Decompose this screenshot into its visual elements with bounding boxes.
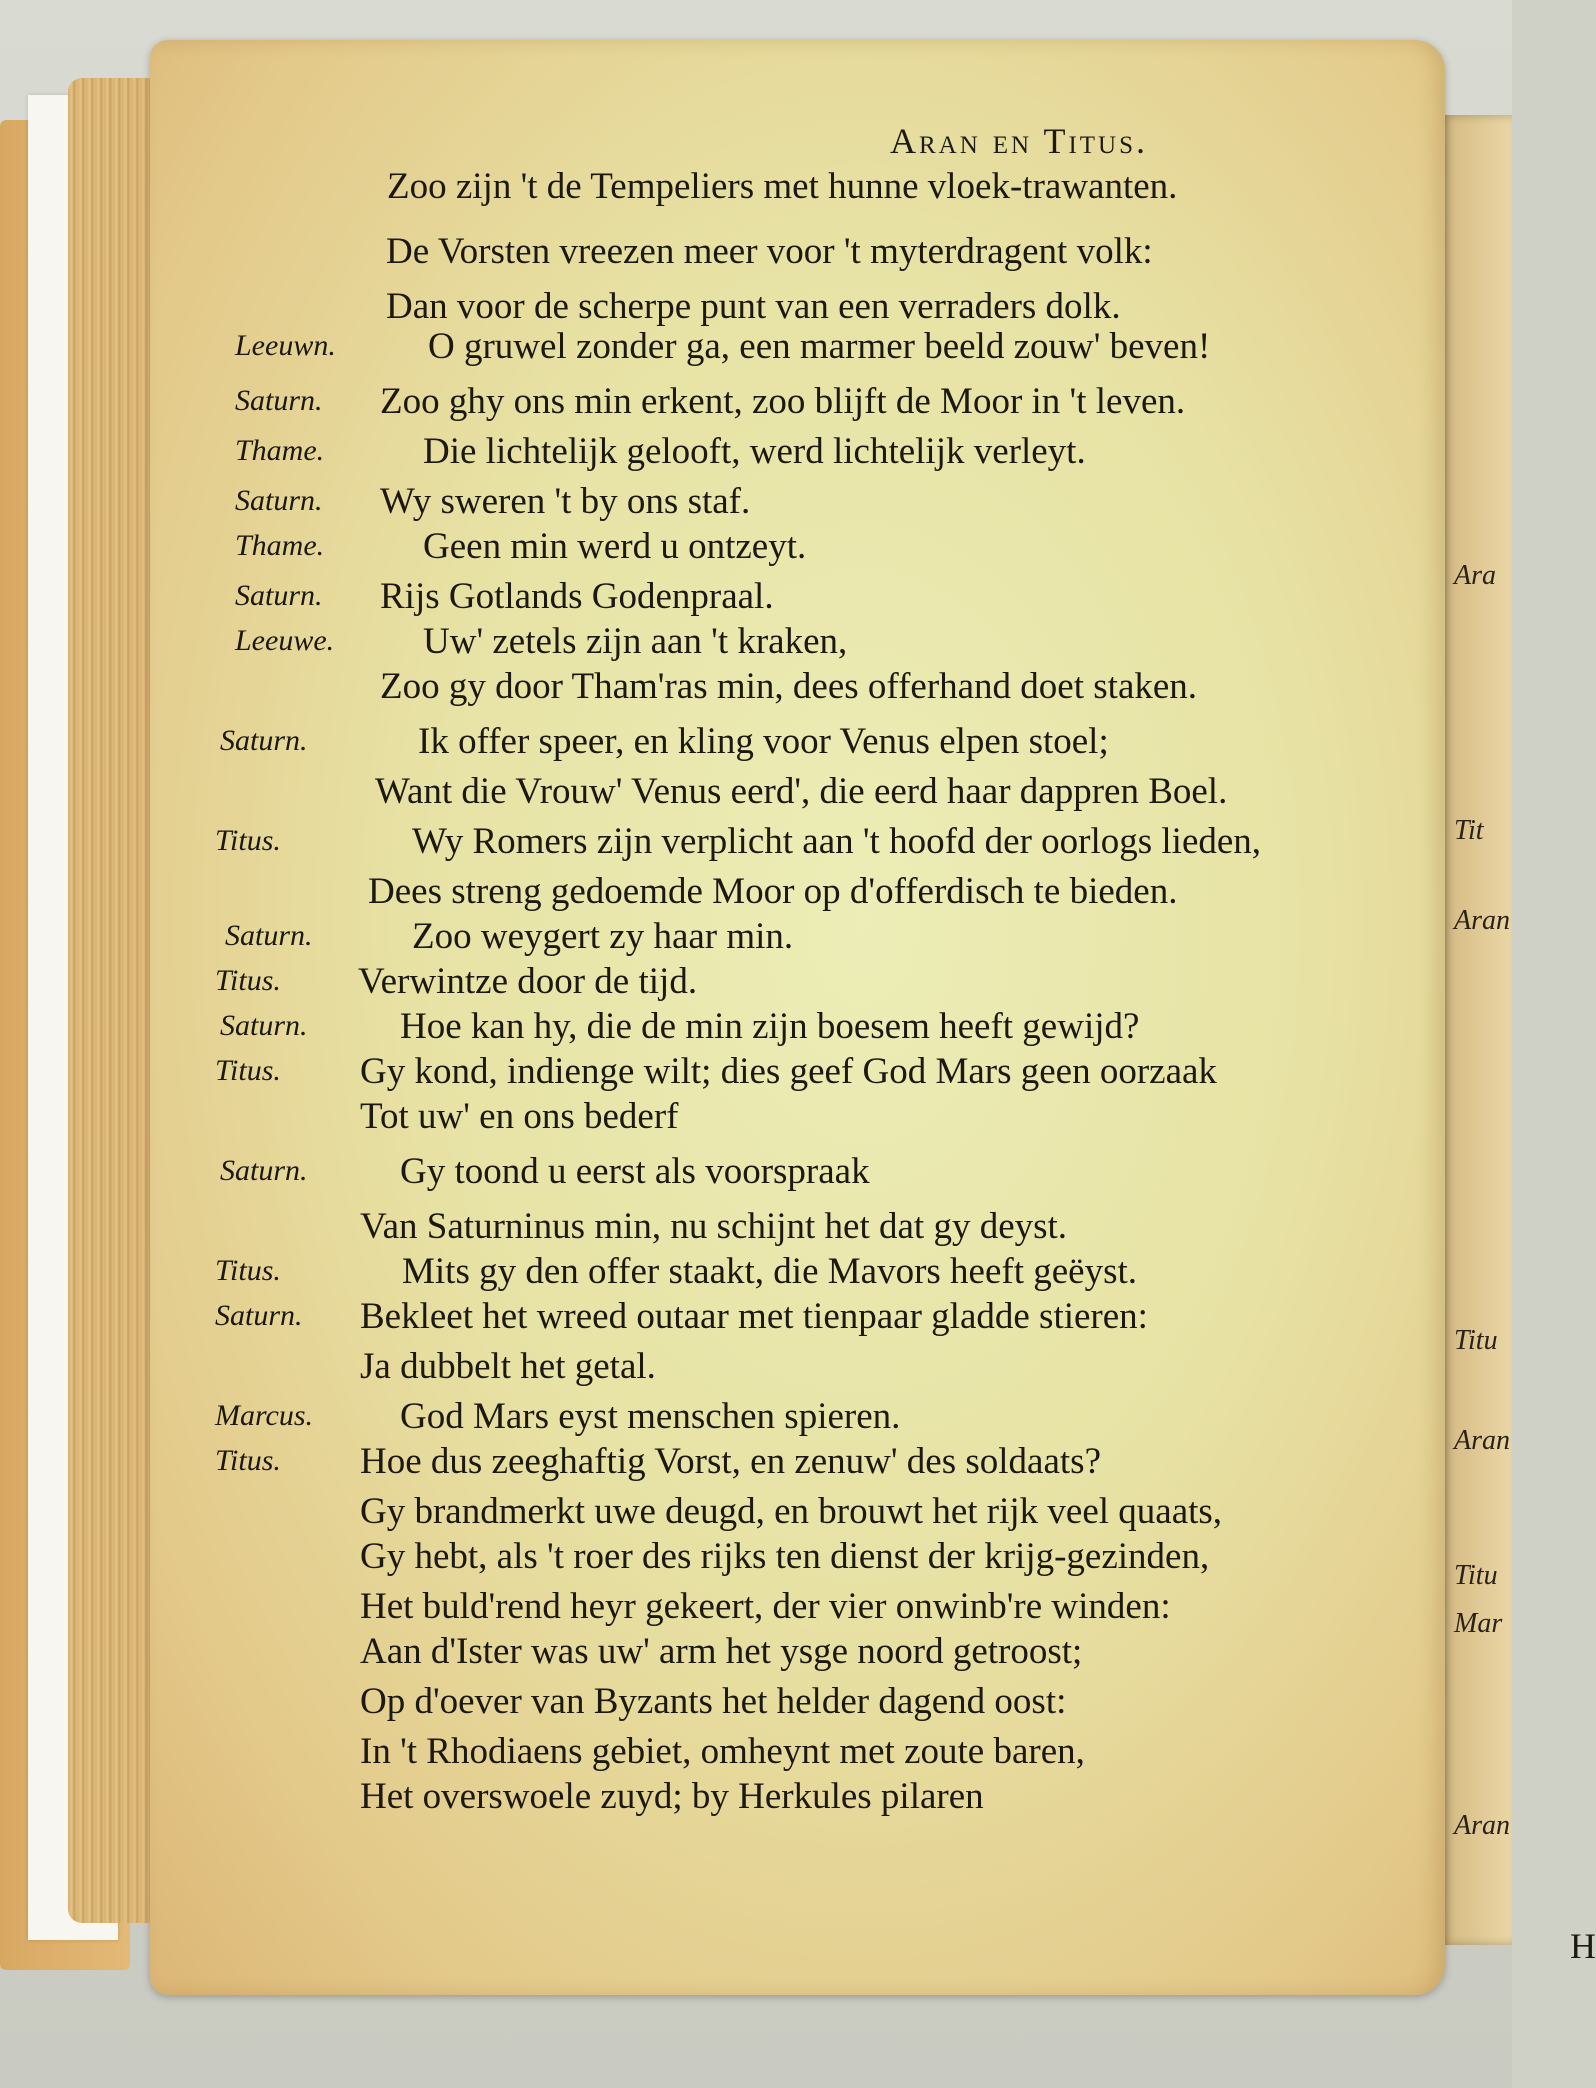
facing-page-edge (1440, 115, 1512, 1945)
facing-speaker-fragment: Aran (1454, 1425, 1510, 1456)
verse-line: Dan voor de scherpe punt van een verraders dolk. (386, 286, 1121, 327)
speaker-label: Leeuwe. (235, 624, 335, 657)
running-head: Aran en Titus. (890, 121, 1149, 161)
facing-speaker-fragment: Tit (1454, 815, 1484, 846)
speaker-label: Titus. (215, 964, 281, 997)
speaker-label: Saturn. (235, 484, 323, 517)
verse-line: Aan d'Ister was uw' arm het ysge noord getroost; (360, 1631, 1083, 1672)
speaker-label: Saturn. (235, 579, 323, 612)
facing-speaker-fragment: Titu (1454, 1325, 1498, 1356)
verse-line: Gy hebt, als 't roer des rijks ten dienst der krijg-gezinden, (360, 1536, 1210, 1577)
verse-line: Zoo ghy ons min erkent, zoo blijft de Moor in 't leven. (380, 381, 1186, 422)
facing-speaker-fragment: Mar (1454, 1608, 1503, 1639)
verse-line: Van Saturninus min, nu schijnt het dat gy deyst. (360, 1206, 1068, 1247)
verse-line: Verwintze door de tijd. (358, 961, 698, 1002)
verse-line: Gy toond u eerst als voorspraak (400, 1151, 870, 1192)
facing-speaker-fragment: Ara (1454, 560, 1496, 591)
verse-line: Tot uw' en ons bederf (360, 1096, 679, 1137)
verse-line: Die lichtelijk gelooft, werd lichtelijk verleyt. (423, 431, 1086, 472)
verse-line: Ja dubbelt het getal. (360, 1346, 656, 1387)
verse-line: Wy sweren 't by ons staf. (380, 481, 751, 522)
speaker-label: Leeuwn. (235, 329, 336, 362)
verse-line: Gy kond, indienge wilt; dies geef God Mars geen oorzaak (360, 1051, 1217, 1092)
verse-line: God Mars eyst menschen spieren. (400, 1396, 901, 1437)
verse-line: Rijs Gotlands Godenpraal. (380, 576, 774, 617)
speaker-label: Saturn. (220, 1154, 308, 1187)
verse-line: Zoo gy door Tham'ras min, dees offerhand doet staken. (380, 666, 1198, 707)
catchword: H (1570, 1926, 1596, 1966)
facing-speaker-fragment: Titu (1454, 1560, 1498, 1591)
speaker-label: Thame. (235, 434, 325, 467)
verse-line: Ik offer speer, en kling voor Venus elpen stoel; (418, 721, 1109, 762)
verse-line: Zoo weygert zy haar min. (412, 916, 794, 957)
speaker-label: Saturn. (220, 724, 308, 757)
facing-speaker-fragment: Aran (1454, 905, 1510, 936)
verse-line: Geen min werd u ontzeyt. (423, 526, 807, 567)
speaker-label: Saturn. (225, 919, 313, 952)
speaker-label: Titus. (215, 1444, 281, 1477)
verse-line: Want die Vrouw' Venus eerd', die eerd haar dappren Boel. (375, 771, 1228, 812)
verse-line: Het overswoele zuyd; by Herkules pilaren (360, 1776, 984, 1817)
verse-line: O gruwel zonder ga, een marmer beeld zouw' beven! (428, 326, 1211, 367)
verse-line: Hoe kan hy, die de min zijn boesem heeft gewijd? (400, 1006, 1140, 1047)
speaker-label: Saturn. (215, 1299, 303, 1332)
speaker-label: Titus. (215, 1254, 281, 1287)
verse-line: Zoo zijn 't de Tempeliers met hunne vloek-trawanten. (387, 166, 1178, 207)
speaker-label: Marcus. (215, 1399, 314, 1432)
speaker-label: Titus. (215, 1054, 281, 1087)
facing-speaker-fragment: Aran (1454, 1810, 1510, 1841)
verse-line: Het buld'rend heyr gekeert, der vier onwinb're winden: (360, 1586, 1171, 1627)
verse-line: In 't Rhodiaens gebiet, omheynt met zoute baren, (360, 1731, 1085, 1772)
verse-line: Gy brandmerkt uwe deugd, en brouwt het rijk veel quaats, (360, 1491, 1223, 1532)
verse-line: De Vorsten vreezen meer voor 't myterdragent volk: (386, 231, 1153, 272)
verse-line: Op d'oever van Byzants het helder dagend oost: (360, 1681, 1067, 1722)
verse-line: Bekleet het wreed outaar met tienpaar gladde stieren: (360, 1296, 1148, 1337)
verse-line: Wy Romers zijn verplicht aan 't hoofd der oorlogs lieden, (412, 821, 1262, 862)
verse-line: Uw' zetels zijn aan 't kraken, (423, 621, 848, 662)
speaker-label: Saturn. (220, 1009, 308, 1042)
speaker-label: Titus. (215, 824, 281, 857)
verse-line: Dees streng gedoemde Moor op d'offerdisch te bieden. (368, 871, 1178, 912)
book-page (150, 40, 1596, 1995)
speaker-label: Saturn. (235, 384, 323, 417)
verse-line: Mits gy den offer staakt, die Mavors heeft geëyst. (402, 1251, 1138, 1292)
verse-line: Hoe dus zeeghaftig Vorst, en zenuw' des soldaats? (360, 1441, 1101, 1482)
speaker-label: Thame. (235, 529, 325, 562)
